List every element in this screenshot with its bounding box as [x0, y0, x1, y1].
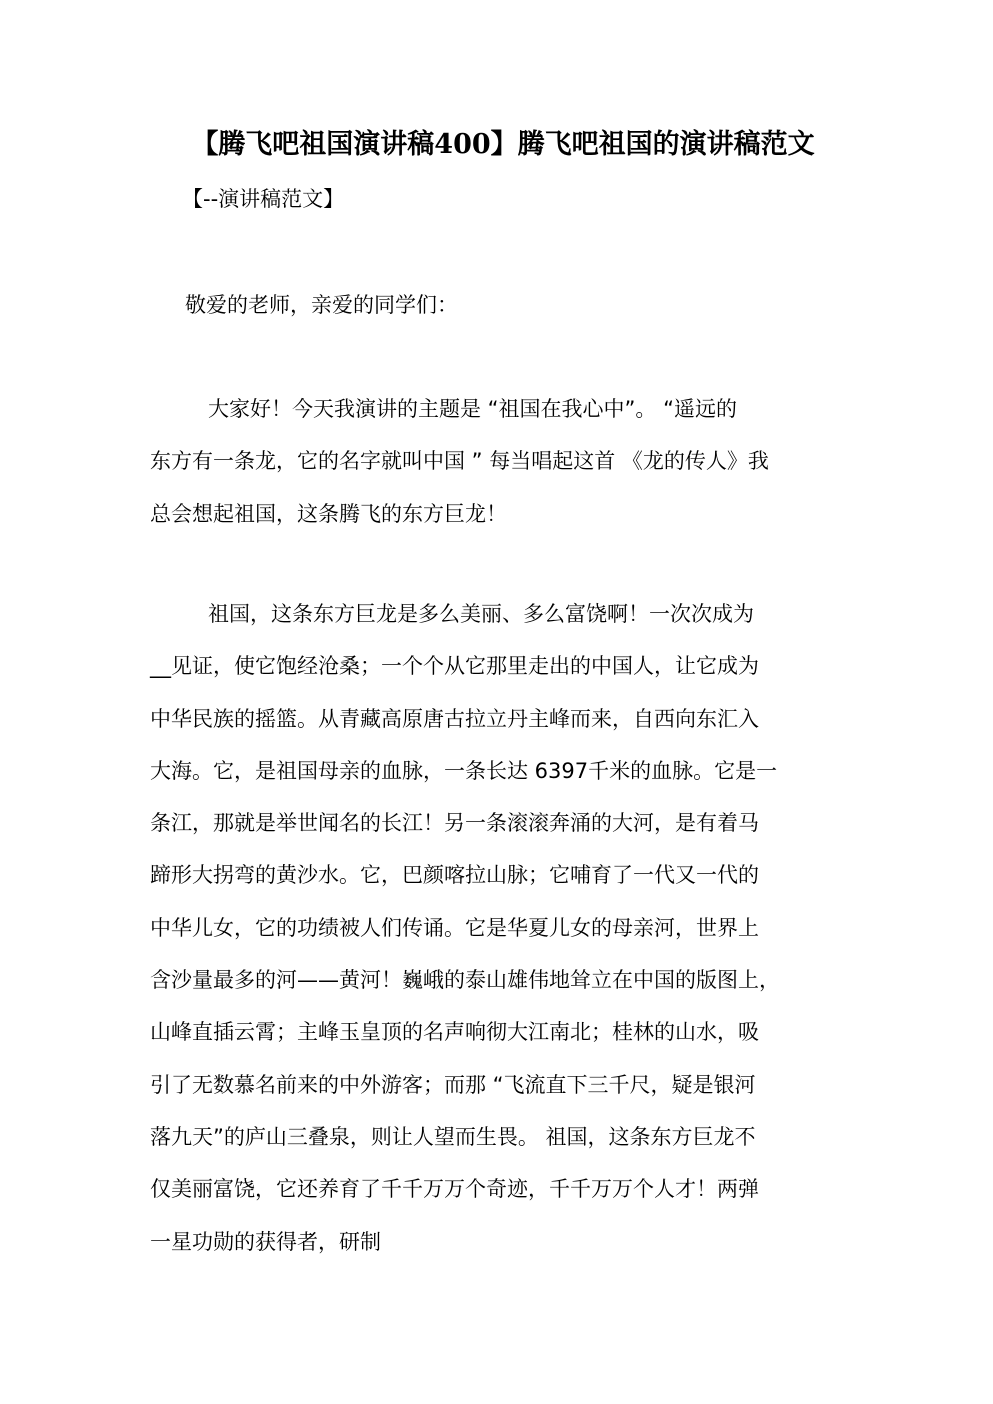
paragraph-line: 引了无数慕名前来的中外游客；而那 “飞流直下三千尺，疑是银河 — [150, 1072, 756, 1097]
paragraph-line: 山峰直插云霄；主峰玉皇顶的名声响彻大江南北；桂林的山水，吸 — [150, 1020, 759, 1045]
paragraph-line: 大海。它，是祖国母亲的血脉，一条长达 6397千米的血脉。它是一 — [150, 758, 778, 783]
paragraph-line: 祖国，这条东方巨龙是多么美丽、多么富饶啊！一次次成为 — [208, 602, 754, 626]
paragraph-line: 仅美丽富饶，它还养育了千千万万个奇迹，千千万万个人才！两弹 — [150, 1177, 759, 1202]
paragraph-line: 东方有一条龙，它的名字就叫中国 ” 每当唱起这首 《龙的传人》我 — [150, 449, 769, 474]
paragraph-line: 中华民族的摇篮。从青藏高原唐古拉立丹主峰而来，自西向东汇入 — [150, 706, 759, 731]
paragraph-line: __见证，使它饱经沧桑；一个个从它那里走出的中国人，让它成为 — [150, 654, 759, 679]
paragraph-2 — [150, 588, 780, 1268]
paragraph-1 — [150, 383, 769, 540]
document-subtitle: 【--演讲稿范文】 — [182, 187, 345, 211]
document-title: 【腾飞吧祖国演讲稿400】腾飞吧祖国的演讲稿范文 — [191, 129, 815, 160]
paragraph-line: 含沙量最多的河——黄河！巍峨的泰山雄伟地耸立在中国的版图上， — [150, 968, 780, 993]
paragraph-line: 条江，那就是举世闻名的长江！另一条滚滚奔涌的大河，是有着马 — [150, 811, 759, 836]
salutation: 敬爱的老师，亲爱的同学们： — [185, 293, 458, 317]
paragraph-line: 一星功勋的获得者，研制 — [150, 1229, 381, 1254]
paragraph-line: 中华儿女，它的功绩被人们传诵。它是华夏儿女的母亲河，世界上 — [150, 915, 759, 940]
paragraph-line: 落九天”的庐山三叠泉，则让人望而生畏。 祖国，这条东方巨龙不 — [150, 1124, 756, 1149]
paragraph-line: 蹄形大拐弯的黄沙水。它，巴颜喀拉山脉；它哺育了一代又一代的 — [150, 863, 759, 888]
paragraph-line: 大家好！今天我演讲的主题是 “祖国在我心中”。 “遥远的 — [208, 397, 737, 421]
paragraph-line: 总会想起祖国，这条腾飞的东方巨龙！ — [150, 501, 507, 526]
